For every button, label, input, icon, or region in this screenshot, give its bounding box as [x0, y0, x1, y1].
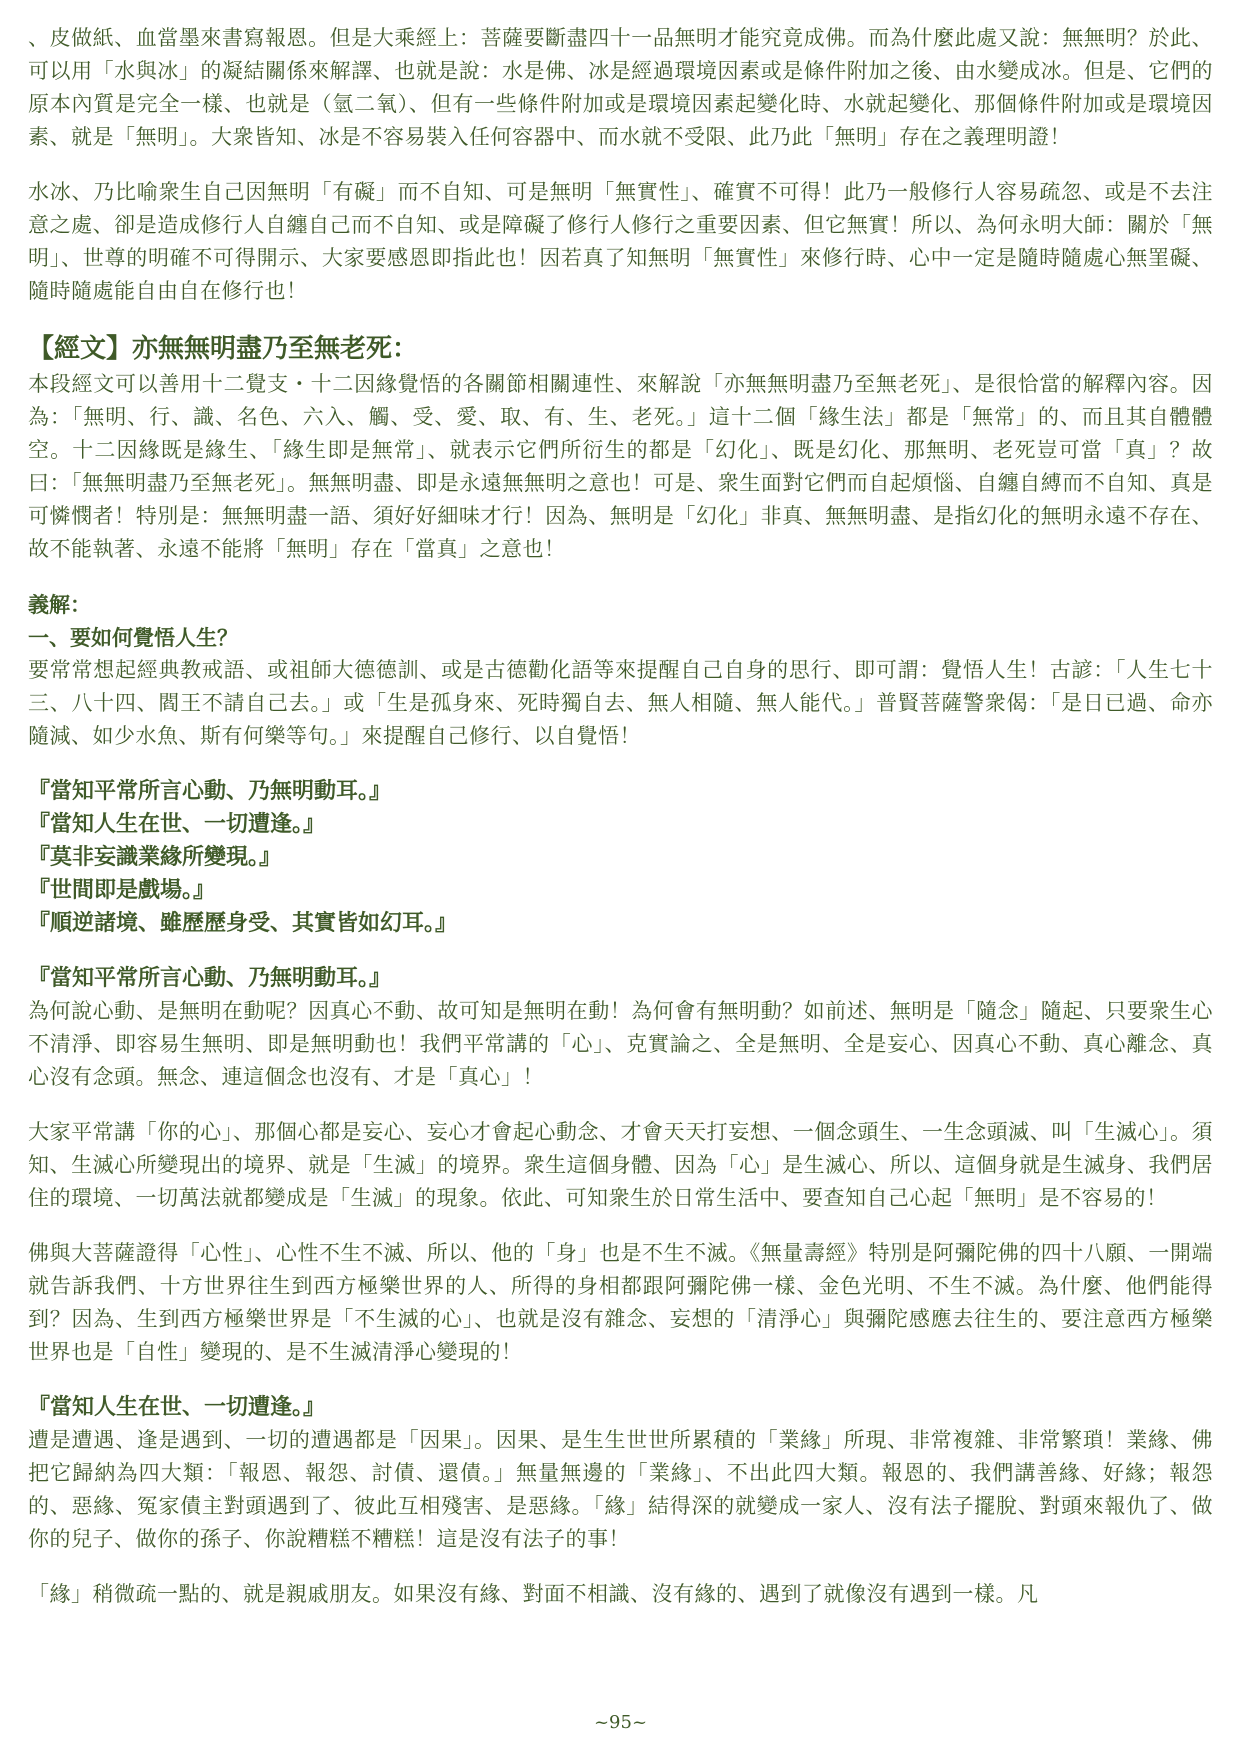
- page-number: ~95~: [593, 1712, 648, 1733]
- paragraph: 大家平常講「你的心」、那個心都是妄心、妄心才會起心動念、才會天天打妄想、一個念頭生、一生念頭滅、叫「生滅心」。須知、生滅心所變現出的境界、就是「生滅」的境界。衆生這個身體、因為「心」是生滅心、所以、這個身就是生滅身、我們居住的環境、一切萬法就都變成是「生滅」的現象。依此、可知衆生於日常生活中、要查知自己心起「無明」是不容易的！: [28, 1120, 1213, 1210]
- quote-line: 『當知平常所言心動、乃無明動耳。』: [28, 778, 392, 804]
- subheading: 『當知人生在世、一切遭逢。』: [28, 1394, 326, 1420]
- paragraph: 佛與大菩薩證得「心性」、心性不生不滅、所以、他的「身」也是不生不滅。《無量壽經》特別是阿彌陀佛的四十八願、一開端就告訴我們、十方世界往生到西方極樂世界的人、所得的身相都跟阿彌陀佛一樣、金色光明、不生不滅。為什麼、他們能得到？因為、生到西方極樂世界是「不生滅的心」、也就是沒有雜念、妄想的「清淨心」與彌陀感應去往生的、要注意西方極樂世界也是「自性」變現的、是不生滅清淨心變現的！: [28, 1241, 1213, 1364]
- paragraph: 要常常想起經典教戒語、或祖師大德德訓、或是古德勸化語等來提醒自己自身的思行、即可謂：覺悟人生！古諺：「人生七十三、八十四、閻王不請自己去。」或「生是孤身來、死時獨自去、無人相隨、無人能代。」普賢菩薩警衆偈：「是日已過、命亦隨減、如少水魚、斯有何樂等句。」來提醒自己修行、以自覺悟！: [28, 658, 1213, 748]
- quote-line: 『世間即是戲場。』: [28, 877, 216, 903]
- quote-line: 『當知人生在世、一切遭逢。』: [28, 811, 326, 837]
- quote-line: 『莫非妄識業緣所變現。』: [28, 844, 282, 870]
- quote-line: 『順逆諸境、雖歷歷身受、其實皆如幻耳。』: [28, 910, 458, 936]
- label-yijie: 義解：: [28, 592, 91, 617]
- label-question-1: 一、要如何覺悟人生？: [28, 625, 238, 650]
- paragraph: 「緣」稍微疏一點的、就是親戚朋友。如果沒有緣、對面不相識、沒有緣的、遇到了就像沒有遇到一樣。凡: [28, 1582, 1039, 1606]
- subheading: 『當知平常所言心動、乃無明動耳。』: [28, 965, 392, 991]
- section-heading: 【經文】亦無無明盡乃至無老死：: [28, 334, 419, 364]
- paragraph: 水冰、乃比喻衆生自己因無明「有礙」而不自知、可是無明「無實性」、確實不可得！此乃一般修行人容易疏忽、或是不去注意之處、卻是造成修行人自纏自己而不自知、或是障礙了修行人修行之重要因素、但它無實！所以、為何永明大師：關於「無明」、世尊的明確不可得開示、大家要感恩即指此也！因若真了知無明「無實性」來修行時、心中一定是隨時隨處心無罣礙、隨時隨處能自由自在修行也！: [28, 180, 1213, 303]
- quote-list: [28, 775, 1213, 940]
- paragraph: 遭是遭遇、逢是遇到、一切的遭遇都是「因果」。因果、是生生世世所累積的「業緣」所現、非常複雜、非常繁瑣！業緣、佛把它歸納為四大類：「報恩、報怨、討債、還債。」無量無邊的「業緣」、不出此四大類。報恩的、我們講善緣、好緣；報怨的、惡緣、冤家債主對頭遇到了、彼此互相殘害、是惡緣。「緣」結得深的就變成一家人、沒有法子擺脫、對頭來報仇了、做你的兒子、做你的孫子、你說糟糕不糟糕！這是沒有法子的事！: [28, 1428, 1213, 1551]
- paragraph: 為何說心動、是無明在動呢？因真心不動、故可知是無明在動！為何會有無明動？如前述、無明是「隨念」隨起、只要衆生心不清淨、即容易生無明、即是無明動也！我們平常講的「心」、克實論之、全是無明、全是妄心、因真心不動、真心離念、真心沒有念頭。無念、連這個念也沒有、才是「真心」！: [28, 999, 1213, 1089]
- paragraph: 本段經文可以善用十二覺支・十二因緣覺悟的各關節相關連性、來解說「亦無無明盡乃至無老死」、是很恰當的解釋內容。因為：「無明、行、識、名色、六入、觸、受、愛、取、有、生、老死。」這十二個「緣生法」都是「無常」的、而且其自體體空。十二因緣既是緣生、「緣生即是無常」、就表示它們所衍生的都是「幻化」、既是幻化、那無明、老死豈可當「真」？故曰：「無無明盡乃至無老死」。無無明盡、即是永遠無無明之意也！可是、衆生面對它們而自起煩惱、自纏自縛而不自知、真是可憐憫者！特別是：無無明盡一語、須好好細味才行！因為、無明是「幻化」非真、無無明盡、是指幻化的無明永遠不存在、故不能執著、永遠不能將「無明」存在「當真」之意也！: [28, 372, 1213, 561]
- paragraph: 、皮做紙、血當墨來書寫報恩。但是大乘經上：菩薩要斷盡四十一品無明才能究竟成佛。而為什麼此處又說：無無明？於此、可以用「水與冰」的凝結關係來解譯、也就是說：水是佛、冰是經過環境因素或是條件附加之後、由水變成冰。但是、它們的原本內質是完全一樣、也就是（氫二氧）、但有一些條件附加或是環境因素起變化時、水就起變化、那個條件附加或是環境因素、就是「無明」。大衆皆知、冰是不容易裝入任何容器中、而水就不受限、此乃此「無明」存在之義理明證！: [28, 26, 1213, 149]
